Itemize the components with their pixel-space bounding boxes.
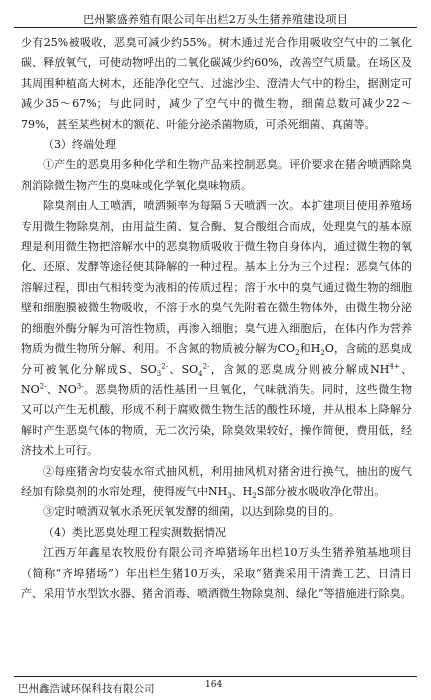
document-body: [21, 33, 412, 604]
paragraph-deodorant-products: ①产生的恶臭用多种化学和生物产品来控制恶臭。评价要求在猪舍喷洒除臭剂消除微生物产生的臭味或化学氧化臭味物质。: [21, 158, 412, 192]
paragraph-deodorant-mechanism: 除臭剂由人工喷洒，喷洒频率为每隔５天喷洒一次。本扩建项目使用养殖场专用微生物除臭剂，由用益生菌、复合酶、复合酸组合而成，处理臭气的基本原理是利用微生物把溶解水中的恶臭物质吸收于微生物自身体内，通过微生物的氧化、还原、发酵等途径使其降解的一种过程。基本上分为三个过程：恶臭气体的溶解过程，即由气相转变为液相的传质过程；溶于水中的臭气通过微生物的细胞壁和细胞膜被微生物吸收，不溶于水的臭气先附着在微生物体外，由微生物分泌的细胞外酶分解为可溶性物质，再渗入细胞；臭气进入细胞后，在体内作为营养物质为微生物所分解、利用。不含氮的物质被分解为$CO_2$和$H_2O$，含硫的恶臭成分可被氧化分解成S、$SO_3^{2-}$、$SO_4^{2-}$，含氮的恶臭成分则被分解成$NH^{4+}$、$NO^{2-}$、$NO^{3-}$。恶臭物质的活性基团一旦氧化，气味就消失。同时，这些微生物又可以产生无机酸，形成不利于腐败微生物生活的酸性环境，并从根本上降解分解时产生恶臭气体的物质，无二次污染，除臭效果较好，操作简便，费用低，经济技术上可行。: [21, 199, 413, 458]
footer-divider: [14, 676, 417, 677]
section-heading-analog-data: （4）类比恶臭处理工程实测数据情况: [43, 525, 226, 539]
paragraph-hydrogen-peroxide: ③定时喷洒双氧水杀死厌氧发酵的细菌，以达到除臭的目的。: [43, 505, 340, 519]
document-title: 巴州繁盛养殖有限公司年出栏2万头生猪养殖建设项目: [83, 13, 348, 26]
footer-company-name: 巴州鑫浩诚环保科技有限公司: [18, 683, 155, 695]
page-footer: [0, 676, 431, 700]
paragraph-water-curtain-fans: ②每座猪舍均安装水帘式抽风机，利用抽风机对猪舍进行换气，抽出的废气经加有除臭剂的水帘处理，使得废气中$NH_3$、$H_2S$部分被水吸收净化带出。: [21, 464, 412, 501]
section-heading-terminal-treatment: （3）终端处理: [43, 138, 116, 152]
header-divider: [14, 27, 417, 28]
page-number: 164: [205, 680, 223, 690]
page-header: [0, 0, 431, 28]
paragraph-qibu-farm: 江西万年鑫星农牧股份有限公司齐埠猪场年出栏10万头生猪养殖基地项目（简称“齐埠猪场”）年出栏生猪10万头，采取“猪粪采用干清粪工艺、日清日产、采用节水型饮水器、猪舍消毒、喷洒微生物除臭剂、绿化”等措施进行除臭。: [21, 546, 412, 600]
paragraph-tree-effects: 少有25%被吸收，恶臭可减少约55%。树木通过光合作用吸收空气中的二氧化碳、释放氧气，可使动物呼出的二氧化碳减少约60%，改善空气质量。在场区及其周围种植高大树木，还能净化空气、过滤沙尘、澄清大气中的粉尘，据测定可减少35～67%；与此同时，减少了空气中的微生物，细菌总数可减少22～79%，甚至某些树木的额花、叶能分泌杀菌物质，可杀死细菌、真菌等。: [21, 36, 412, 131]
